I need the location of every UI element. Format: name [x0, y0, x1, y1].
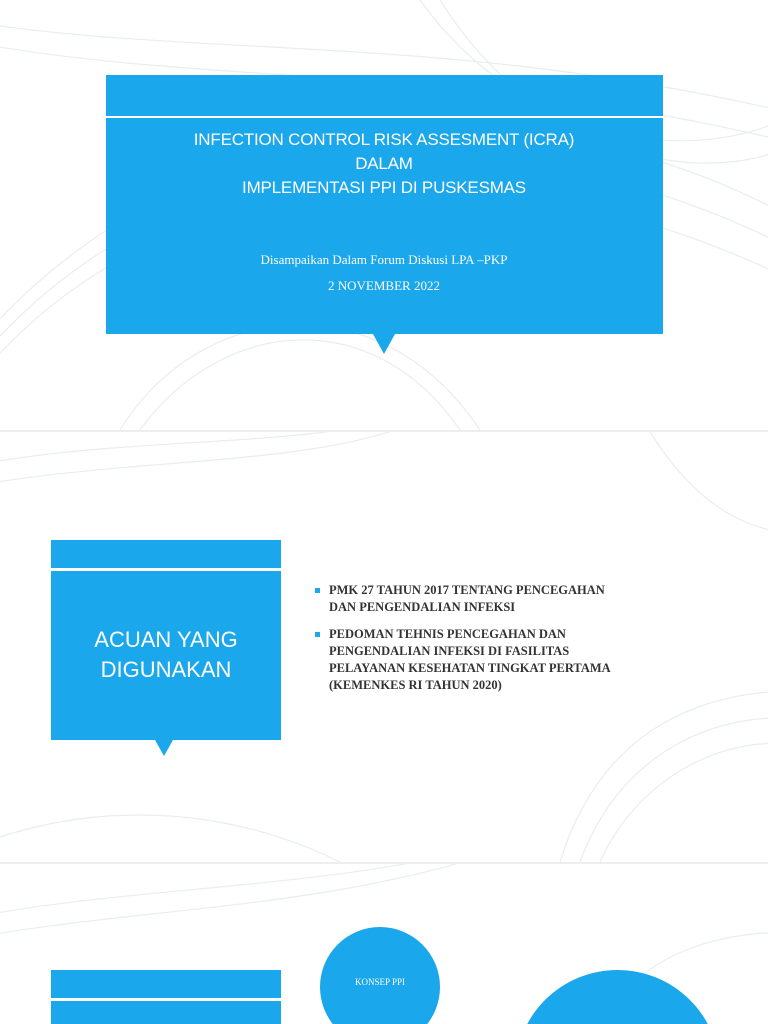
list-item [315, 626, 735, 694]
slide-2 [0, 432, 768, 862]
subtitle-line: Disampaikan Dalam Forum Diskusi LPA –PKP [260, 252, 508, 267]
slide-1 [0, 0, 768, 430]
bullet-icon [315, 588, 320, 593]
section-box-rule [51, 998, 281, 1001]
list-item-line: PEDOMAN TEHNIS PENCEGAHAN DAN [329, 627, 566, 641]
section-title-box [51, 970, 281, 1024]
slide-3 [0, 864, 768, 1024]
slide-title [0, 128, 768, 200]
reference-list [315, 582, 735, 704]
concept-circle-label: KONSEP PPI [355, 977, 405, 987]
section-title [51, 625, 281, 685]
subtitle-line: 2 NOVEMBER 2022 [328, 278, 440, 293]
title-box-rule [106, 116, 663, 118]
list-item-line: PELAYANAN KESEHATAN TINGKAT PERTAMA [329, 661, 611, 675]
list-item-line: PMK 27 TAHUN 2017 TENTANG PENCEGAHAN [329, 583, 605, 597]
list-item-line: DAN PENGENDALIAN INFEKSI [329, 600, 516, 614]
section-title-line: DIGUNAKAN [100, 657, 232, 682]
list-item-line: PENGENDALIAN INFEKSI DI FASILITAS [329, 644, 570, 658]
list-item-line: (KEMENKES RI TAHUN 2020) [329, 678, 502, 692]
section-box-rule [51, 568, 281, 571]
slide-title-line: DALAM [355, 154, 413, 173]
section-title-line: ACUAN YANG [94, 627, 238, 652]
slide-title-line: INFECTION CONTROL RISK ASSESMENT (ICRA) [193, 130, 575, 149]
slide-title-line: IMPLEMENTASI PPI DI PUSKESMAS [242, 178, 526, 197]
list-item [315, 582, 735, 616]
bullet-icon [315, 632, 320, 637]
slide-subtitle [0, 247, 768, 299]
title-box-pointer [373, 334, 395, 354]
section-box-pointer [155, 740, 173, 756]
